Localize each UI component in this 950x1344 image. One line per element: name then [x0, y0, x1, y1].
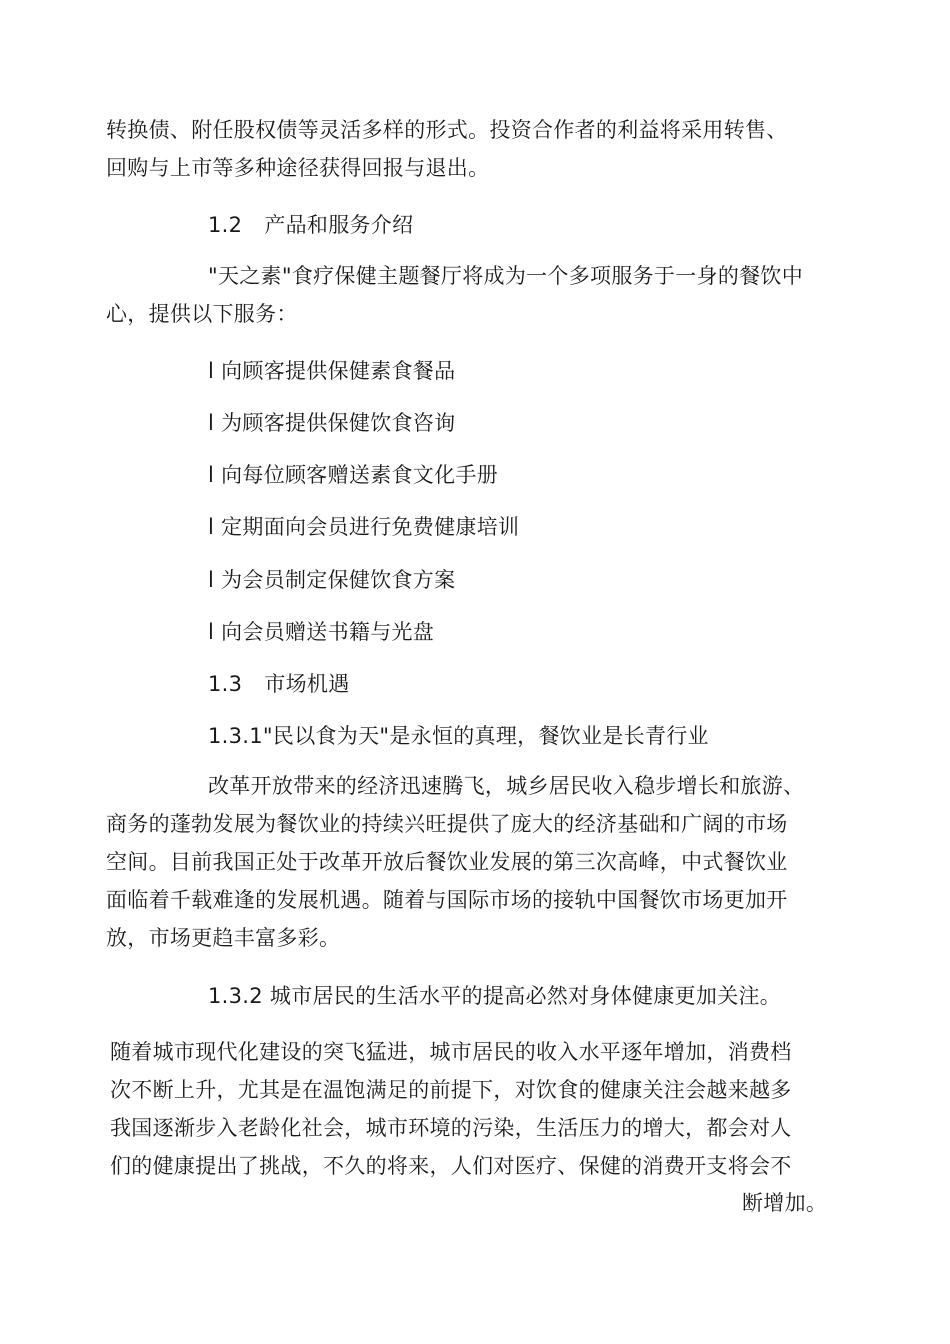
paragraph-line: 次不断上升，尤其是在温饱满足的前提下，对饮食的健康关注会越来越多: [110, 1078, 792, 1102]
paragraph-line: 面临着千载难逢的发展机遇。随着与国际市场的接轨中国餐饮市场更加开: [106, 888, 788, 912]
subsection-heading-1-3-2: 1.3.2 城市居民的生活水平的提高必然对身体健康更加关注。: [208, 984, 782, 1008]
section-number: 1.3: [208, 672, 243, 696]
paragraph-line: 回购与上市等多种途径获得回报与退出。: [106, 156, 490, 180]
section-heading-1-3: [208, 670, 350, 698]
subsection-heading-1-3-1: 1.3.1"民以食为天"是永恒的真理，餐饮业是长青行业: [208, 724, 709, 748]
paragraph-line: 改革开放带来的经济迅速腾飞，城乡居民收入稳步增长和旅游、: [208, 774, 805, 798]
section-title: 市场机遇: [264, 672, 350, 696]
list-item: l 向每位顾客赠送素食文化手册: [208, 463, 499, 487]
list-item: l 为会员制定保健饮食方案: [208, 568, 456, 592]
list-item: l 向顾客提供保健素食餐品: [208, 359, 456, 383]
paragraph-line: 商务的蓬勃发展为餐饮业的持续兴旺提供了庞大的经济基础和广阔的市场: [106, 812, 788, 836]
list-item: l 为顾客提供保健饮食咨询: [208, 411, 456, 435]
section-heading-1-2: [208, 211, 413, 239]
paragraph-line: 转换债、附任股权债等灵活多样的形式。投资合作者的利益将采用转售、: [106, 118, 788, 142]
paragraph-line: 断增加。: [742, 1191, 828, 1215]
section-title: 产品和服务介绍: [264, 213, 414, 237]
paragraph-line: 心，提供以下服务：: [106, 302, 298, 326]
paragraph-line: 们的健康提出了挑战，不久的将来，人们对医疗、保健的消费开支将会不: [110, 1154, 792, 1178]
paragraph-line: 我国逐渐步入老龄化社会，城市环境的污染，生活压力的增大，都会对人: [110, 1116, 792, 1140]
paragraph-line: "天之素"食疗保健主题餐厅将成为一个多项服务于一身的餐饮中: [208, 264, 804, 288]
section-number: 1.2: [208, 213, 243, 237]
paragraph-line: 空间。目前我国正处于改革开放后餐饮业发展的第三次高峰，中式餐饮业: [106, 850, 788, 874]
list-item: l 向会员赠送书籍与光盘: [208, 620, 435, 644]
list-item: l 定期面向会员进行免费健康培训: [208, 515, 520, 539]
paragraph-line: 放，市场更趋丰富多彩。: [106, 926, 341, 950]
paragraph-line: 随着城市现代化建设的突飞猛进，城市居民的收入水平逐年增加，消费档: [110, 1040, 792, 1064]
